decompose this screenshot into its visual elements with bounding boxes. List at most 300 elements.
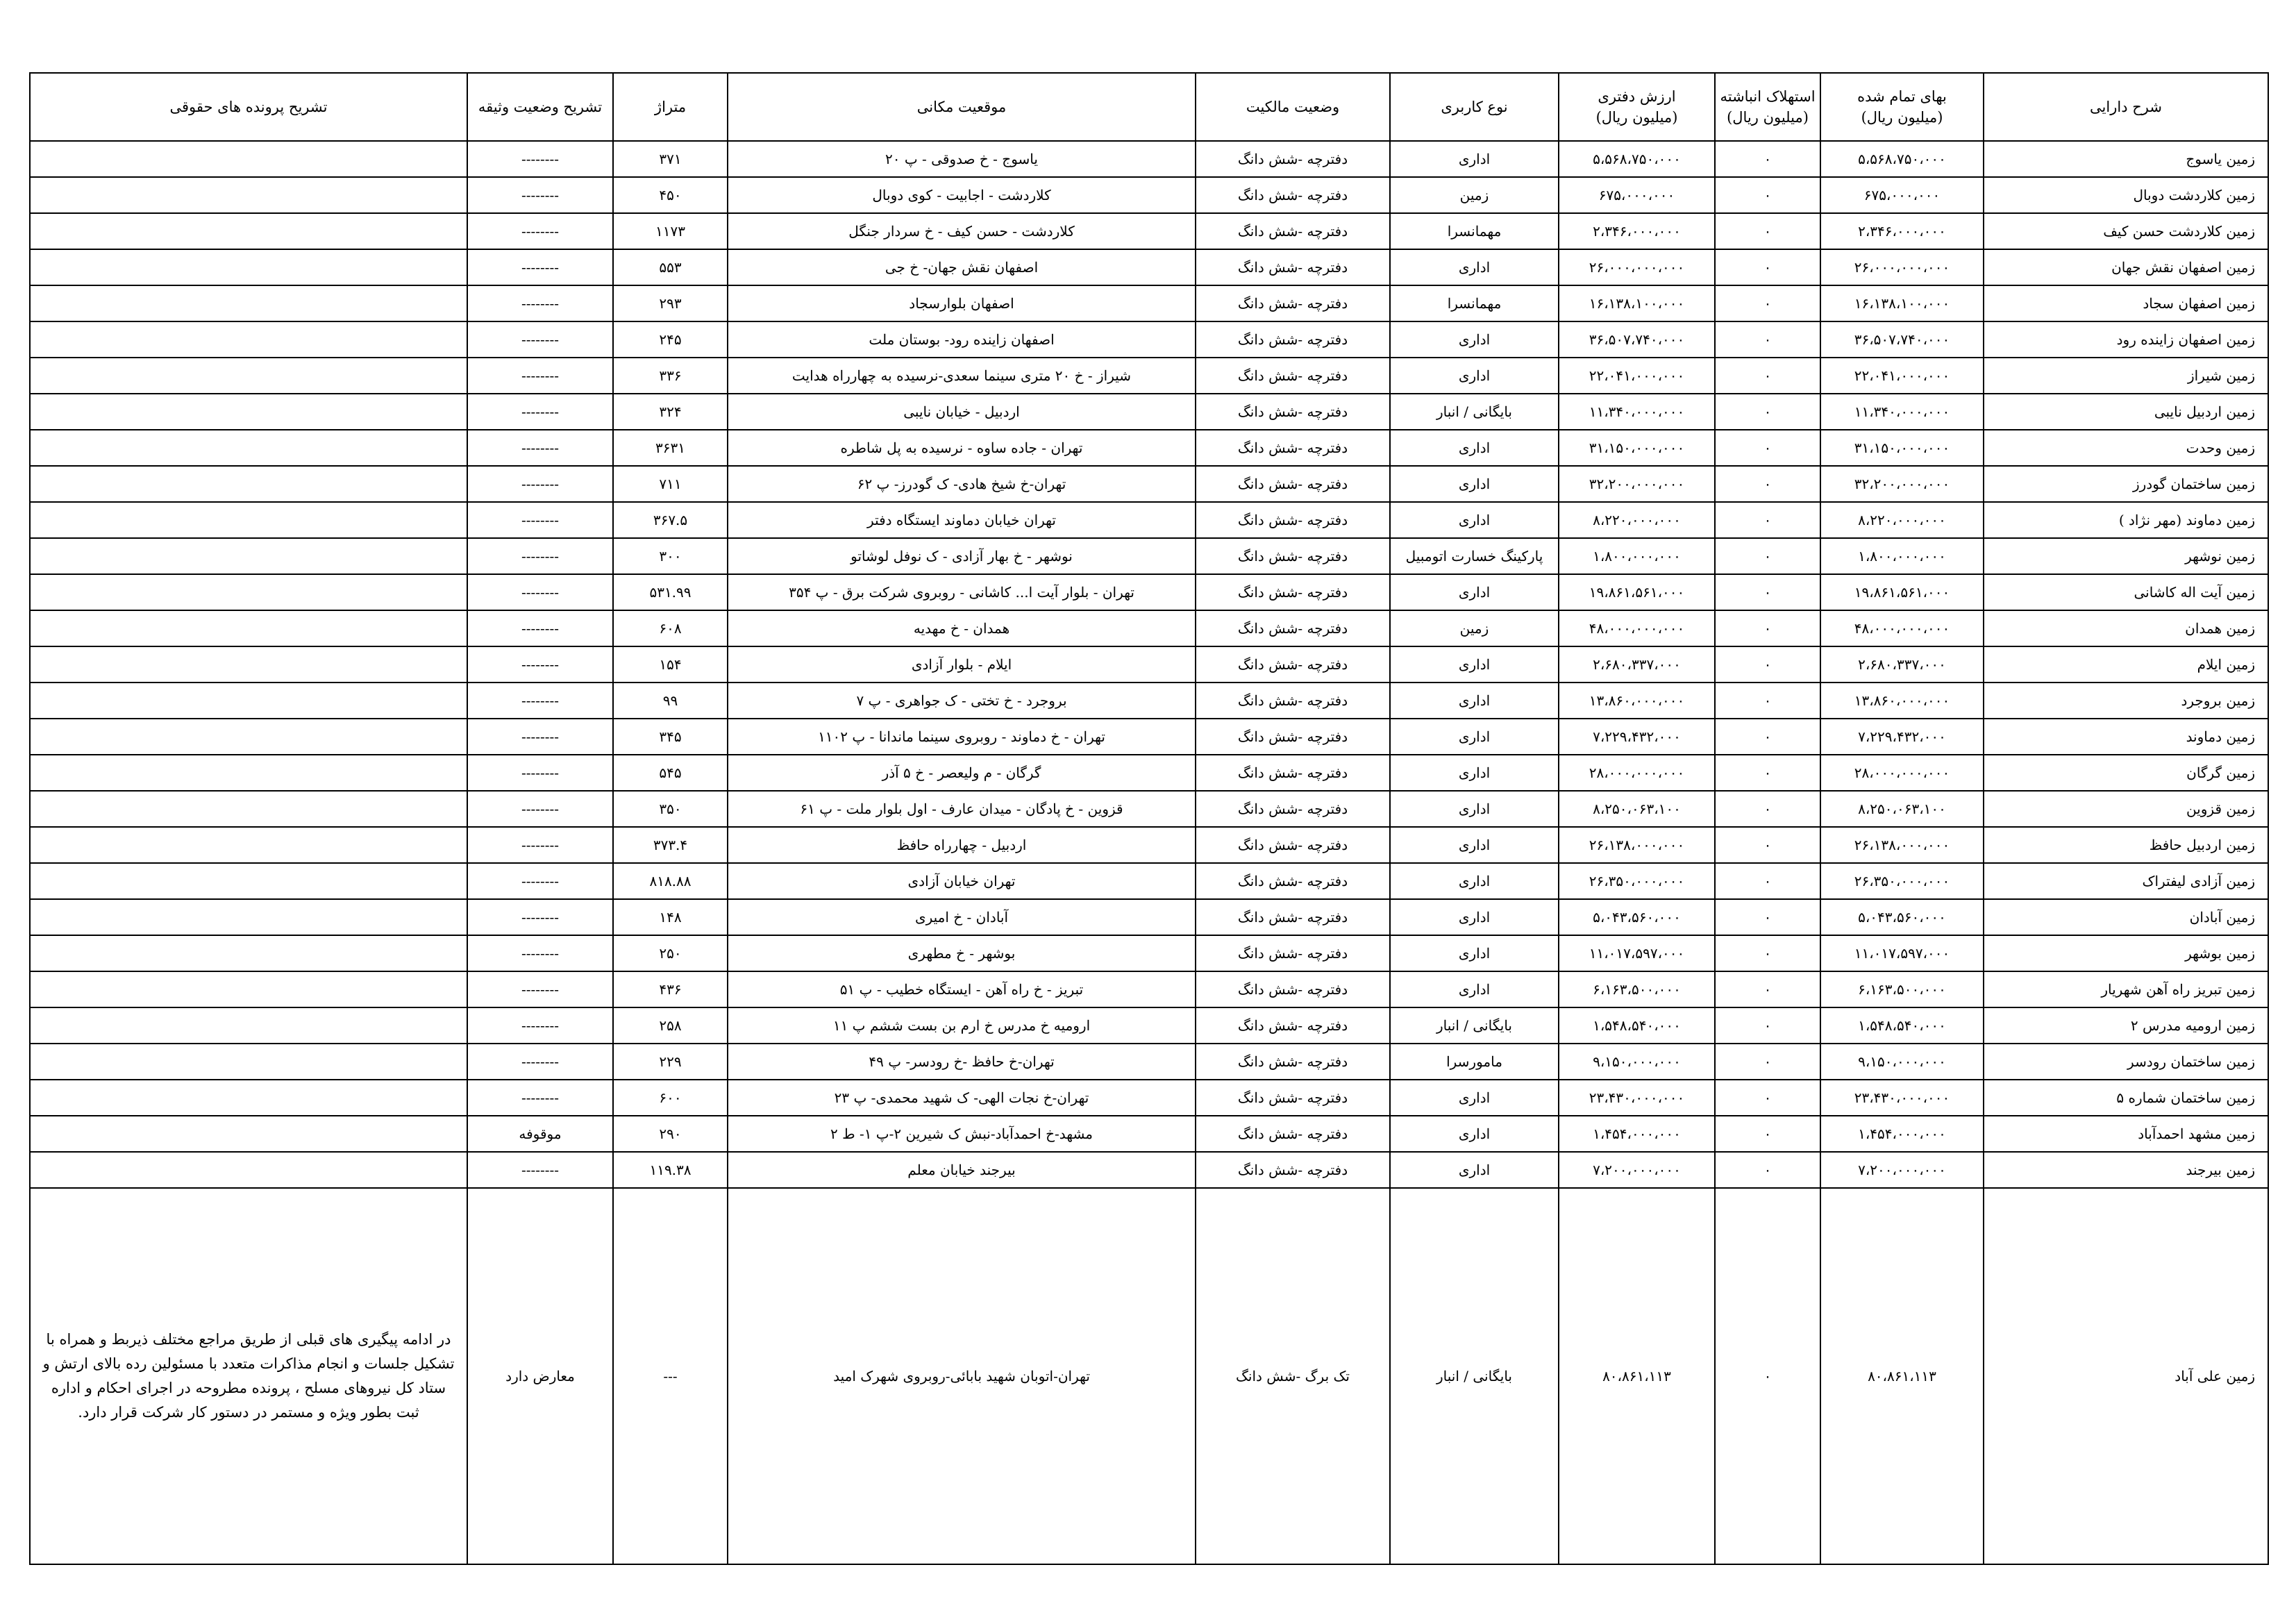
cell-area: ۵۴۵	[613, 755, 728, 791]
cell-depreciation: ۰	[1715, 358, 1820, 394]
cell-ownership: دفترچه -شش دانگ	[1196, 1080, 1390, 1116]
cell-area: ۳۷۱	[613, 141, 728, 177]
cell-legal	[30, 430, 467, 466]
cell-collateral: --------	[467, 285, 613, 321]
table-row	[30, 358, 2268, 394]
cell-cost: ۶۷۵،۰۰۰،۰۰۰	[1820, 177, 1984, 213]
cell-legal	[30, 827, 467, 863]
cell-book-value: ۱۱،۰۱۷،۵۹۷،۰۰۰	[1559, 935, 1715, 971]
cell-ownership: دفترچه -شش دانگ	[1196, 971, 1390, 1007]
cell-usage: اداری	[1390, 971, 1559, 1007]
header-row	[30, 73, 2268, 141]
cell-depreciation: ۰	[1715, 827, 1820, 863]
cell-location: اصفهان بلوارسجاد	[728, 285, 1196, 321]
cell-collateral: --------	[467, 755, 613, 791]
cell-area: ۳۵۰	[613, 791, 728, 827]
cell-cost: ۱،۸۰۰،۰۰۰،۰۰۰	[1820, 538, 1984, 574]
table-row	[30, 1007, 2268, 1044]
cell-book-value: ۸،۲۲۰،۰۰۰،۰۰۰	[1559, 502, 1715, 538]
header-cost-title: بهای تمام شده	[1857, 88, 1947, 105]
cell-legal	[30, 141, 467, 177]
cell-asset: زمین آبادان	[1984, 899, 2268, 935]
cell-cost: ۲۸،۰۰۰،۰۰۰،۰۰۰	[1820, 755, 1984, 791]
cell-book-value: ۲۶،۱۳۸،۰۰۰،۰۰۰	[1559, 827, 1715, 863]
cell-location: بوشهر - خ مطهری	[728, 935, 1196, 971]
cell-book-value: ۷،۲۲۹،۴۳۲،۰۰۰	[1559, 719, 1715, 755]
cell-collateral: --------	[467, 683, 613, 719]
cell-cost: ۸۰،۸۶۱،۱۱۳	[1820, 1188, 1984, 1564]
cell-book-value: ۸،۲۵۰،۰۶۳،۱۰۰	[1559, 791, 1715, 827]
cell-cost: ۲،۶۸۰،۳۳۷،۰۰۰	[1820, 646, 1984, 683]
cell-usage: بایگانی / انبار	[1390, 1188, 1559, 1564]
cell-asset: زمین ساختمان رودسر	[1984, 1044, 2268, 1080]
header-book-value-title: ارزش دفتری	[1598, 88, 1676, 105]
cell-area: ۲۵۸	[613, 1007, 728, 1044]
cell-cost: ۷،۲۲۹،۴۳۲،۰۰۰	[1820, 719, 1984, 755]
table-row	[30, 285, 2268, 321]
cell-cost: ۵،۵۶۸،۷۵۰،۰۰۰	[1820, 141, 1984, 177]
cell-asset: زمین کلاردشت دوبال	[1984, 177, 2268, 213]
header-book-value	[1559, 73, 1715, 141]
cell-legal	[30, 249, 467, 285]
cell-book-value: ۱،۵۴۸،۵۴۰،۰۰۰	[1559, 1007, 1715, 1044]
cell-legal	[30, 394, 467, 430]
cell-legal	[30, 935, 467, 971]
cell-area: ۱۵۴	[613, 646, 728, 683]
cell-depreciation: ۰	[1715, 538, 1820, 574]
table-row	[30, 935, 2268, 971]
cell-collateral: --------	[467, 249, 613, 285]
cell-ownership: دفترچه -شش دانگ	[1196, 249, 1390, 285]
cell-location: تهران-اتوبان شهید بابائی-روبروی شهرک امید	[728, 1188, 1196, 1564]
cell-ownership: دفترچه -شش دانگ	[1196, 502, 1390, 538]
cell-ownership: دفترچه -شش دانگ	[1196, 574, 1390, 610]
cell-location: شیراز - خ ۲۰ متری سینما سعدی-نرسیده به چهارراه هدایت	[728, 358, 1196, 394]
cell-asset: زمین کلاردشت حسن کیف	[1984, 213, 2268, 249]
cell-depreciation: ۰	[1715, 646, 1820, 683]
cell-collateral: --------	[467, 1044, 613, 1080]
cell-legal	[30, 646, 467, 683]
cell-usage: اداری	[1390, 358, 1559, 394]
cell-legal	[30, 1152, 467, 1188]
cell-cost: ۱۹،۸۶۱،۵۶۱،۰۰۰	[1820, 574, 1984, 610]
header-depreciation	[1715, 73, 1820, 141]
cell-book-value: ۶،۱۶۳،۵۰۰،۰۰۰	[1559, 971, 1715, 1007]
cell-legal	[30, 177, 467, 213]
cell-book-value: ۸۰،۸۶۱،۱۱۳	[1559, 1188, 1715, 1564]
cell-usage: زمین	[1390, 177, 1559, 213]
header-area: متراژ	[613, 73, 728, 141]
cell-location: اردبیل - خیابان نایبی	[728, 394, 1196, 430]
cell-ownership: دفترچه -شش دانگ	[1196, 719, 1390, 755]
cell-book-value: ۳۶،۵۰۷،۷۴۰،۰۰۰	[1559, 321, 1715, 358]
cell-ownership: دفترچه -شش دانگ	[1196, 1044, 1390, 1080]
cell-collateral: --------	[467, 971, 613, 1007]
cell-location: تهران خیابان آزادی	[728, 863, 1196, 899]
cell-collateral: --------	[467, 935, 613, 971]
cell-book-value: ۶۷۵،۰۰۰،۰۰۰	[1559, 177, 1715, 213]
cell-book-value: ۲۶،۳۵۰،۰۰۰،۰۰۰	[1559, 863, 1715, 899]
cell-depreciation: ۰	[1715, 394, 1820, 430]
cell-depreciation: ۰	[1715, 177, 1820, 213]
cell-book-value: ۱،۴۵۴،۰۰۰،۰۰۰	[1559, 1116, 1715, 1152]
table-row	[30, 683, 2268, 719]
cell-depreciation: ۰	[1715, 1080, 1820, 1116]
cell-location: یاسوج - خ صدوقی - پ ۲۰	[728, 141, 1196, 177]
cell-legal	[30, 899, 467, 935]
cell-area: ۶۰۰	[613, 1080, 728, 1116]
cell-usage: پارکینگ خسارت اتومبیل	[1390, 538, 1559, 574]
cell-location: بیرجند خیابان معلم	[728, 1152, 1196, 1188]
cell-location: کلاردشت - حسن کیف - خ سردار جنگل	[728, 213, 1196, 249]
cell-legal	[30, 466, 467, 502]
cell-depreciation: ۰	[1715, 285, 1820, 321]
cell-asset: زمین ارومیه مدرس ۲	[1984, 1007, 2268, 1044]
cell-legal	[30, 863, 467, 899]
cell-legal	[30, 358, 467, 394]
cell-area: ---	[613, 1188, 728, 1564]
cell-asset: زمین مشهد احمدآباد	[1984, 1116, 2268, 1152]
cell-area: ۳۷۳.۴	[613, 827, 728, 863]
cell-location: ارومیه خ مدرس خ ارم بن بست ششم پ ۱۱	[728, 1007, 1196, 1044]
cell-area: ۳۲۴	[613, 394, 728, 430]
table-row	[30, 249, 2268, 285]
cell-location: بروجرد - خ تختی - ک جواهری - پ ۷	[728, 683, 1196, 719]
cell-book-value: ۷،۲۰۰،۰۰۰،۰۰۰	[1559, 1152, 1715, 1188]
cell-depreciation: ۰	[1715, 863, 1820, 899]
cell-cost: ۱،۴۵۴،۰۰۰،۰۰۰	[1820, 1116, 1984, 1152]
cell-area: ۲۹۳	[613, 285, 728, 321]
cell-legal	[30, 321, 467, 358]
cell-collateral: --------	[467, 358, 613, 394]
cell-location: اردبیل - چهارراه حافظ	[728, 827, 1196, 863]
cell-cost: ۶،۱۶۳،۵۰۰،۰۰۰	[1820, 971, 1984, 1007]
cell-location: تهران - جاده ساوه - نرسیده به پل شاطره	[728, 430, 1196, 466]
cell-depreciation: ۰	[1715, 610, 1820, 646]
cell-asset: زمین شیراز	[1984, 358, 2268, 394]
table-row	[30, 755, 2268, 791]
header-cost	[1820, 73, 1984, 141]
cell-legal	[30, 574, 467, 610]
cell-book-value: ۱۹،۸۶۱،۵۶۱،۰۰۰	[1559, 574, 1715, 610]
cell-area: ۳۶۷.۵	[613, 502, 728, 538]
cell-book-value: ۲،۶۸۰،۳۳۷،۰۰۰	[1559, 646, 1715, 683]
cell-legal	[30, 755, 467, 791]
cell-usage: اداری	[1390, 141, 1559, 177]
cell-usage: اداری	[1390, 755, 1559, 791]
cell-cost: ۱۱،۳۴۰،۰۰۰،۰۰۰	[1820, 394, 1984, 430]
assets-table	[29, 72, 2269, 1565]
table-row	[30, 466, 2268, 502]
cell-area: ۲۲۹	[613, 1044, 728, 1080]
cell-usage: اداری	[1390, 466, 1559, 502]
cell-cost: ۲۳،۴۳۰،۰۰۰،۰۰۰	[1820, 1080, 1984, 1116]
cell-depreciation: ۰	[1715, 141, 1820, 177]
cell-legal	[30, 213, 467, 249]
cell-area: ۲۹۰	[613, 1116, 728, 1152]
cell-legal	[30, 1007, 467, 1044]
cell-asset: زمین تبریز راه آهن شهریار	[1984, 971, 2268, 1007]
cell-asset: زمین ساختمان گودرز	[1984, 466, 2268, 502]
cell-usage: اداری	[1390, 899, 1559, 935]
cell-ownership: دفترچه -شش دانگ	[1196, 610, 1390, 646]
cell-legal	[30, 1116, 467, 1152]
cell-area: ۴۵۰	[613, 177, 728, 213]
table-row	[30, 213, 2268, 249]
cell-location: تبریز - خ راه آهن - ایستگاه خطیب - پ ۵۱	[728, 971, 1196, 1007]
cell-location: آبادان - خ امیری	[728, 899, 1196, 935]
cell-legal	[30, 1080, 467, 1116]
cell-cost: ۸،۲۲۰،۰۰۰،۰۰۰	[1820, 502, 1984, 538]
header-cost-unit: (میلیون ریال)	[1861, 109, 1943, 126]
cell-asset: زمین اردبیل نایبی	[1984, 394, 2268, 430]
cell-usage: مهمانسرا	[1390, 285, 1559, 321]
cell-cost: ۱،۵۴۸،۵۴۰،۰۰۰	[1820, 1007, 1984, 1044]
table-row	[30, 177, 2268, 213]
cell-asset: زمین قزوین	[1984, 791, 2268, 827]
cell-usage: اداری	[1390, 574, 1559, 610]
assets-table-footer-row	[30, 1188, 2268, 1564]
cell-ownership: دفترچه -شش دانگ	[1196, 321, 1390, 358]
cell-book-value: ۲۲،۰۴۱،۰۰۰،۰۰۰	[1559, 358, 1715, 394]
cell-cost: ۹،۱۵۰،۰۰۰،۰۰۰	[1820, 1044, 1984, 1080]
cell-location: تهران - خ دماوند - روبروی سینما ماندانا - پ ۱۱۰۲	[728, 719, 1196, 755]
cell-area: ۱۴۸	[613, 899, 728, 935]
cell-area: ۲۵۰	[613, 935, 728, 971]
cell-asset: زمین بیرجند	[1984, 1152, 2268, 1188]
cell-usage: مامورسرا	[1390, 1044, 1559, 1080]
cell-cost: ۴۸،۰۰۰،۰۰۰،۰۰۰	[1820, 610, 1984, 646]
cell-asset: زمین گرگان	[1984, 755, 2268, 791]
cell-collateral: --------	[467, 321, 613, 358]
header-usage: نوع کاربری	[1390, 73, 1559, 141]
cell-depreciation: ۰	[1715, 249, 1820, 285]
document-page	[31, 72, 2269, 1565]
header-ownership: وضعیت مالکیت	[1196, 73, 1390, 141]
cell-asset: زمین وحدت	[1984, 430, 2268, 466]
cell-ownership: دفترچه -شش دانگ	[1196, 791, 1390, 827]
cell-area: ۲۴۵	[613, 321, 728, 358]
cell-collateral: --------	[467, 177, 613, 213]
table-row	[30, 827, 2268, 863]
table-row-ali-abad	[30, 1188, 2268, 1564]
cell-usage: اداری	[1390, 502, 1559, 538]
table-row	[30, 430, 2268, 466]
cell-book-value: ۳۱،۱۵۰،۰۰۰،۰۰۰	[1559, 430, 1715, 466]
cell-ownership: دفترچه -شش دانگ	[1196, 213, 1390, 249]
cell-cost: ۲۶،۱۳۸،۰۰۰،۰۰۰	[1820, 827, 1984, 863]
cell-depreciation: ۰	[1715, 1152, 1820, 1188]
cell-book-value: ۲،۳۴۶،۰۰۰،۰۰۰	[1559, 213, 1715, 249]
cell-book-value: ۱۳،۸۶۰،۰۰۰،۰۰۰	[1559, 683, 1715, 719]
cell-collateral: --------	[467, 466, 613, 502]
cell-asset: زمین آیت اله کاشانی	[1984, 574, 2268, 610]
cell-cost: ۷،۲۰۰،۰۰۰،۰۰۰	[1820, 1152, 1984, 1188]
cell-location: تهران-خ شیخ هادی- ک گودرز- پ ۶۲	[728, 466, 1196, 502]
cell-collateral: --------	[467, 538, 613, 574]
header-collateral: تشریح وضعیت وثیقه	[467, 73, 613, 141]
cell-asset: زمین اردبیل حافظ	[1984, 827, 2268, 863]
cell-asset: زمین اصفهان سجاد	[1984, 285, 2268, 321]
cell-ownership: دفترچه -شش دانگ	[1196, 358, 1390, 394]
cell-usage: اداری	[1390, 321, 1559, 358]
cell-ownership: دفترچه -شش دانگ	[1196, 538, 1390, 574]
cell-area: ۳۰۰	[613, 538, 728, 574]
cell-cost: ۲۶،۰۰۰،۰۰۰،۰۰۰	[1820, 249, 1984, 285]
header-book-value-unit: (میلیون ریال)	[1595, 109, 1678, 126]
table-row	[30, 899, 2268, 935]
cell-usage: اداری	[1390, 1116, 1559, 1152]
cell-ownership: دفترچه -شش دانگ	[1196, 935, 1390, 971]
cell-asset: زمین بروجرد	[1984, 683, 2268, 719]
cell-collateral: --------	[467, 719, 613, 755]
cell-area: ۹۹	[613, 683, 728, 719]
cell-location: ایلام - بلوار آزادی	[728, 646, 1196, 683]
cell-cost: ۲،۳۴۶،۰۰۰،۰۰۰	[1820, 213, 1984, 249]
header-location: موقعیت مکانی	[728, 73, 1196, 141]
cell-legal	[30, 610, 467, 646]
cell-asset: زمین دماوند (مهر نژاد )	[1984, 502, 2268, 538]
assets-table-body	[30, 141, 2268, 1188]
cell-collateral: --------	[467, 610, 613, 646]
cell-depreciation: ۰	[1715, 971, 1820, 1007]
cell-area: ۴۳۶	[613, 971, 728, 1007]
table-row	[30, 646, 2268, 683]
cell-collateral: معارض دارد	[467, 1188, 613, 1564]
table-row	[30, 791, 2268, 827]
cell-usage: اداری	[1390, 683, 1559, 719]
cell-book-value: ۱،۸۰۰،۰۰۰،۰۰۰	[1559, 538, 1715, 574]
cell-usage: زمین	[1390, 610, 1559, 646]
cell-cost: ۲۲،۰۴۱،۰۰۰،۰۰۰	[1820, 358, 1984, 394]
cell-asset: زمین آزادی لیفتراک	[1984, 863, 2268, 899]
table-row	[30, 971, 2268, 1007]
cell-collateral: --------	[467, 502, 613, 538]
header-legal: تشریح پرونده های حقوقی	[30, 73, 467, 141]
cell-cost: ۱۳،۸۶۰،۰۰۰،۰۰۰	[1820, 683, 1984, 719]
cell-ownership: دفترچه -شش دانگ	[1196, 466, 1390, 502]
cell-usage: اداری	[1390, 1080, 1559, 1116]
cell-asset: زمین نوشهر	[1984, 538, 2268, 574]
cell-collateral: --------	[467, 827, 613, 863]
cell-depreciation: ۰	[1715, 213, 1820, 249]
cell-legal	[30, 683, 467, 719]
cell-asset: زمین دماوند	[1984, 719, 2268, 755]
cell-depreciation: ۰	[1715, 755, 1820, 791]
cell-ownership: دفترچه -شش دانگ	[1196, 1116, 1390, 1152]
table-row	[30, 1044, 2268, 1080]
cell-book-value: ۵،۰۴۳،۵۶۰،۰۰۰	[1559, 899, 1715, 935]
cell-book-value: ۲۸،۰۰۰،۰۰۰،۰۰۰	[1559, 755, 1715, 791]
cell-ownership: دفترچه -شش دانگ	[1196, 827, 1390, 863]
table-row	[30, 719, 2268, 755]
cell-ownership: دفترچه -شش دانگ	[1196, 1152, 1390, 1188]
cell-usage: اداری	[1390, 1152, 1559, 1188]
cell-depreciation: ۰	[1715, 502, 1820, 538]
cell-depreciation: ۰	[1715, 683, 1820, 719]
cell-depreciation: ۰	[1715, 1116, 1820, 1152]
cell-area: ۵۳۱.۹۹	[613, 574, 728, 610]
cell-ownership: دفترچه -شش دانگ	[1196, 394, 1390, 430]
cell-asset: زمین همدان	[1984, 610, 2268, 646]
cell-asset: زمین اصفهان نقش جهان	[1984, 249, 2268, 285]
header-asset: شرح دارایی	[1984, 73, 2268, 141]
cell-book-value: ۱۶،۱۳۸،۱۰۰،۰۰۰	[1559, 285, 1715, 321]
cell-depreciation: ۰	[1715, 466, 1820, 502]
cell-location: تهران خیابان دماوند ایستگاه دفتر	[728, 502, 1196, 538]
cell-asset: زمین ساختمان شماره ۵	[1984, 1080, 2268, 1116]
cell-collateral: --------	[467, 1080, 613, 1116]
cell-depreciation: ۰	[1715, 321, 1820, 358]
table-row	[30, 538, 2268, 574]
cell-cost: ۱۶،۱۳۸،۱۰۰،۰۰۰	[1820, 285, 1984, 321]
cell-usage: بایگانی / انبار	[1390, 394, 1559, 430]
cell-usage: اداری	[1390, 719, 1559, 755]
cell-ownership: دفترچه -شش دانگ	[1196, 646, 1390, 683]
cell-location: کلاردشت - اجابیت - کوی دوبال	[728, 177, 1196, 213]
header-depreciation-unit: (میلیون ریال)	[1727, 109, 1809, 126]
cell-location: قزوین - خ پادگان - میدان عارف - اول بلوار ملت - پ ۶۱	[728, 791, 1196, 827]
cell-area: ۶۰۸	[613, 610, 728, 646]
cell-ownership: دفترچه -شش دانگ	[1196, 177, 1390, 213]
cell-area: ۸۱۸.۸۸	[613, 863, 728, 899]
cell-collateral: --------	[467, 213, 613, 249]
cell-location: تهران-خ حافظ -خ رودسر- پ ۴۹	[728, 1044, 1196, 1080]
cell-depreciation: ۰	[1715, 1044, 1820, 1080]
cell-area: ۱۱۷۳	[613, 213, 728, 249]
cell-location: اصفهان نقش جهان- خ جی	[728, 249, 1196, 285]
cell-collateral: --------	[467, 899, 613, 935]
cell-legal	[30, 971, 467, 1007]
cell-collateral: --------	[467, 646, 613, 683]
cell-depreciation: ۰	[1715, 1188, 1820, 1564]
cell-legal: در ادامه پیگیری های قبلی از طریق مراجع مختلف ذیربط و همراه با تشکیل جلسات و انجام مذاکرات متعدد با مسئولین رده بالای ارتش و ستاد کل نیروهای مسلح ، پرونده مطروحه در اجرای احکام و اداره ثبت بطور ویژه و مستمر در دستور کار شرکت قرار دارد.	[30, 1188, 467, 1564]
cell-ownership: دفترچه -شش دانگ	[1196, 285, 1390, 321]
cell-collateral: --------	[467, 394, 613, 430]
cell-collateral: موقوفه	[467, 1116, 613, 1152]
cell-usage: اداری	[1390, 646, 1559, 683]
cell-book-value: ۵،۵۶۸،۷۵۰،۰۰۰	[1559, 141, 1715, 177]
cell-cost: ۵،۰۴۳،۵۶۰،۰۰۰	[1820, 899, 1984, 935]
cell-depreciation: ۰	[1715, 1007, 1820, 1044]
cell-location: گرگان - م ولیعصر - خ ۵ آذر	[728, 755, 1196, 791]
cell-collateral: --------	[467, 863, 613, 899]
cell-location: تهران-خ نجات الهی- ک شهید محمدی- پ ۲۳	[728, 1080, 1196, 1116]
cell-location: مشهد-خ احمدآباد-نبش ک شیرین ۲-پ ۱- ط ۲	[728, 1116, 1196, 1152]
cell-depreciation: ۰	[1715, 719, 1820, 755]
cell-usage: بایگانی / انبار	[1390, 1007, 1559, 1044]
cell-asset: زمین علی آباد	[1984, 1188, 2268, 1564]
cell-collateral: --------	[467, 141, 613, 177]
cell-depreciation: ۰	[1715, 574, 1820, 610]
cell-area: ۵۵۳	[613, 249, 728, 285]
table-row	[30, 1152, 2268, 1188]
cell-usage: اداری	[1390, 827, 1559, 863]
cell-ownership: دفترچه -شش دانگ	[1196, 141, 1390, 177]
cell-cost: ۲۶،۳۵۰،۰۰۰،۰۰۰	[1820, 863, 1984, 899]
cell-location: تهران - بلوار آیت ا... کاشانی - روبروی شرکت برق - پ ۳۵۴	[728, 574, 1196, 610]
cell-depreciation: ۰	[1715, 791, 1820, 827]
cell-cost: ۸،۲۵۰،۰۶۳،۱۰۰	[1820, 791, 1984, 827]
table-row	[30, 1116, 2268, 1152]
table-row	[30, 141, 2268, 177]
cell-usage: اداری	[1390, 935, 1559, 971]
cell-cost: ۱۱،۰۱۷،۵۹۷،۰۰۰	[1820, 935, 1984, 971]
cell-collateral: --------	[467, 1007, 613, 1044]
cell-cost: ۳۲،۲۰۰،۰۰۰،۰۰۰	[1820, 466, 1984, 502]
table-row	[30, 321, 2268, 358]
cell-collateral: --------	[467, 574, 613, 610]
